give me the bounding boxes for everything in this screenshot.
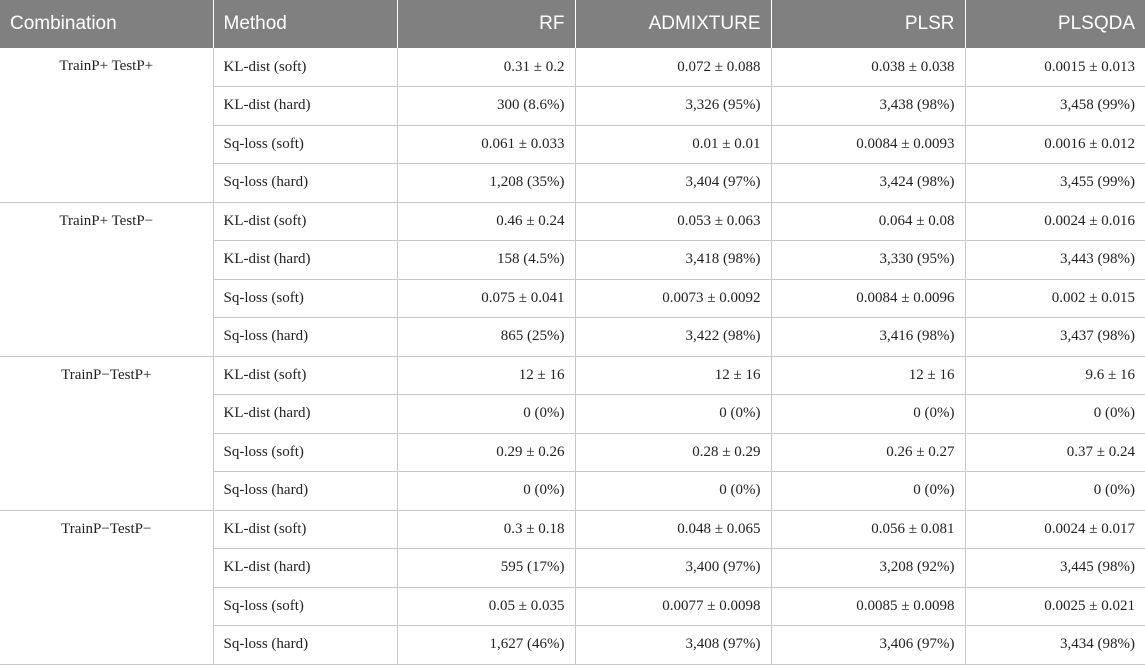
plsr-cell: 0.0084 ± 0.0093	[771, 125, 965, 164]
table-row	[0, 48, 1145, 87]
plsr-cell: 0.056 ± 0.081	[771, 510, 965, 549]
plsr-cell: 3,330 (95%)	[771, 241, 965, 280]
plsr-cell: 0.064 ± 0.08	[771, 202, 965, 241]
rf-cell: 0 (0%)	[397, 472, 575, 511]
admixture-cell: 0.28 ± 0.29	[575, 433, 771, 472]
combination-cell: TrainP+ TestP+	[0, 48, 213, 202]
method-cell: KL-dist (soft)	[213, 510, 397, 549]
plsqda-cell: 3,434 (98%)	[965, 626, 1145, 665]
rf-cell: 158 (4.5%)	[397, 241, 575, 280]
admixture-cell: 3,326 (95%)	[575, 87, 771, 126]
header-method: Method	[213, 0, 397, 48]
method-cell: Sq-loss (hard)	[213, 626, 397, 665]
plsr-cell: 3,424 (98%)	[771, 164, 965, 203]
method-cell: Sq-loss (soft)	[213, 433, 397, 472]
plsr-cell: 3,416 (98%)	[771, 318, 965, 357]
plsr-cell: 3,438 (98%)	[771, 87, 965, 126]
plsr-cell: 0 (0%)	[771, 472, 965, 511]
plsqda-cell: 0.002 ± 0.015	[965, 279, 1145, 318]
table-row	[0, 356, 1145, 395]
rf-cell: 0.075 ± 0.041	[397, 279, 575, 318]
plsqda-cell: 3,437 (98%)	[965, 318, 1145, 357]
admixture-cell: 12 ± 16	[575, 356, 771, 395]
admixture-cell: 3,418 (98%)	[575, 241, 771, 280]
rf-cell: 0.29 ± 0.26	[397, 433, 575, 472]
rf-cell: 0.061 ± 0.033	[397, 125, 575, 164]
header-plsr: PLSR	[771, 0, 965, 48]
plsqda-cell: 0 (0%)	[965, 472, 1145, 511]
combination-cell: TrainP+ TestP−	[0, 202, 213, 356]
plsqda-cell: 0.0015 ± 0.013	[965, 48, 1145, 87]
rf-cell: 1,208 (35%)	[397, 164, 575, 203]
method-cell: Sq-loss (hard)	[213, 472, 397, 511]
header-row	[0, 0, 1145, 48]
method-cell: Sq-loss (hard)	[213, 318, 397, 357]
plsr-cell: 3,208 (92%)	[771, 549, 965, 588]
plsqda-cell: 0.0024 ± 0.017	[965, 510, 1145, 549]
method-cell: Sq-loss (soft)	[213, 587, 397, 626]
rf-cell: 300 (8.6%)	[397, 87, 575, 126]
table-row	[0, 202, 1145, 241]
header-admixture: ADMIXTURE	[575, 0, 771, 48]
method-cell: Sq-loss (soft)	[213, 125, 397, 164]
plsr-cell: 0.26 ± 0.27	[771, 433, 965, 472]
plsqda-cell: 9.6 ± 16	[965, 356, 1145, 395]
plsqda-cell: 0.0016 ± 0.012	[965, 125, 1145, 164]
rf-cell: 0.31 ± 0.2	[397, 48, 575, 87]
plsr-cell: 0.0084 ± 0.0096	[771, 279, 965, 318]
table-row	[0, 510, 1145, 549]
rf-cell: 0.3 ± 0.18	[397, 510, 575, 549]
admixture-cell: 0.053 ± 0.063	[575, 202, 771, 241]
plsr-cell: 12 ± 16	[771, 356, 965, 395]
admixture-cell: 0.0073 ± 0.0092	[575, 279, 771, 318]
combination-cell: TrainP−TestP−	[0, 510, 213, 664]
rf-cell: 865 (25%)	[397, 318, 575, 357]
method-cell: KL-dist (hard)	[213, 395, 397, 434]
plsr-cell: 0.038 ± 0.038	[771, 48, 965, 87]
combination-cell: TrainP−TestP+	[0, 356, 213, 510]
header-plsqda: PLSQDA	[965, 0, 1145, 48]
plsqda-cell: 3,455 (99%)	[965, 164, 1145, 203]
admixture-cell: 3,422 (98%)	[575, 318, 771, 357]
admixture-cell: 0.048 ± 0.065	[575, 510, 771, 549]
rf-cell: 12 ± 16	[397, 356, 575, 395]
admixture-cell: 0.01 ± 0.01	[575, 125, 771, 164]
plsqda-cell: 3,443 (98%)	[965, 241, 1145, 280]
table-body	[0, 48, 1145, 664]
admixture-cell: 3,408 (97%)	[575, 626, 771, 665]
plsqda-cell: 0.37 ± 0.24	[965, 433, 1145, 472]
rf-cell: 595 (17%)	[397, 549, 575, 588]
method-cell: KL-dist (hard)	[213, 87, 397, 126]
plsqda-cell: 3,445 (98%)	[965, 549, 1145, 588]
method-cell: KL-dist (soft)	[213, 202, 397, 241]
rf-cell: 0.46 ± 0.24	[397, 202, 575, 241]
plsr-cell: 3,406 (97%)	[771, 626, 965, 665]
admixture-cell: 3,404 (97%)	[575, 164, 771, 203]
method-cell: Sq-loss (hard)	[213, 164, 397, 203]
admixture-cell: 0.0077 ± 0.0098	[575, 587, 771, 626]
admixture-cell: 3,400 (97%)	[575, 549, 771, 588]
admixture-cell: 0.072 ± 0.088	[575, 48, 771, 87]
rf-cell: 1,627 (46%)	[397, 626, 575, 665]
method-cell: KL-dist (soft)	[213, 356, 397, 395]
rf-cell: 0 (0%)	[397, 395, 575, 434]
method-cell: KL-dist (soft)	[213, 48, 397, 87]
plsr-cell: 0.0085 ± 0.0098	[771, 587, 965, 626]
header-rf: RF	[397, 0, 575, 48]
method-cell: KL-dist (hard)	[213, 241, 397, 280]
plsr-cell: 0 (0%)	[771, 395, 965, 434]
admixture-cell: 0 (0%)	[575, 395, 771, 434]
method-cell: KL-dist (hard)	[213, 549, 397, 588]
method-cell: Sq-loss (soft)	[213, 279, 397, 318]
plsqda-cell: 0 (0%)	[965, 395, 1145, 434]
table-header	[0, 0, 1145, 48]
plsqda-cell: 3,458 (99%)	[965, 87, 1145, 126]
plsqda-cell: 0.0024 ± 0.016	[965, 202, 1145, 241]
rf-cell: 0.05 ± 0.035	[397, 587, 575, 626]
plsqda-cell: 0.0025 ± 0.021	[965, 587, 1145, 626]
admixture-cell: 0 (0%)	[575, 472, 771, 511]
header-combination: Combination	[0, 0, 213, 48]
